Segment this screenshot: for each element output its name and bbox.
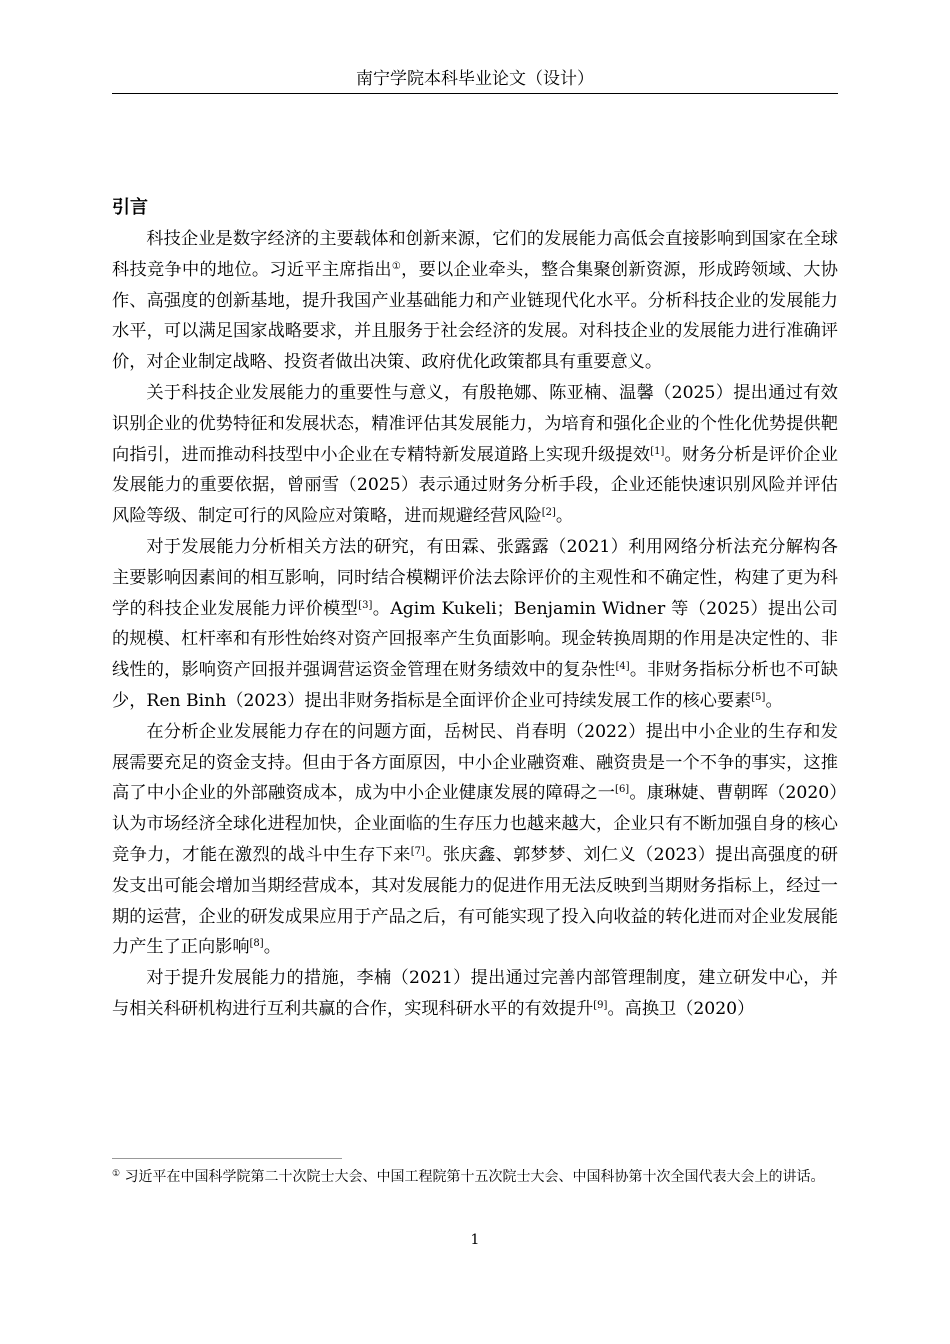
paragraph-text: ，要以企业牵头，整合集聚创新资源，形成跨领域、大协作、高强度的创新基地，提升我国产业基础能力和产业链现代化水平。分析科技企业的发展能力水平，可以满足国家战略要求，并且服务于社会经济的发展。对科技企业的发展能力进行准确评价，对企业制定战略、投资者做出决策、政府优化政策都具有重要意义。 xyxy=(112,259,838,373)
paragraph-text: 关于科技企业发展能力的重要性与意义，有殷艳娜、陈亚楠、温馨（2025）提出通过有效识别企业的优势特征和发展状态，精准评估其发展能力，为培育和强化企业的个性化优势提供靶向指引，进而推动科技型中小企业在专精特新发展道路上实现升级提效 xyxy=(112,382,838,465)
footnote-rule xyxy=(112,1158,342,1159)
footnote-ref: ① xyxy=(391,260,402,272)
citation: [6] xyxy=(615,784,630,796)
citation: [5] xyxy=(751,691,766,703)
paragraph-text: 。非财务指标分析也不可缺少，Ren Binh（2023）提出非财务指标是全面评价企业可持续发展工作的核心要素 xyxy=(112,660,838,711)
citation: [1] xyxy=(650,445,665,457)
paragraph-text: 。高换卫（2020） xyxy=(607,998,755,1019)
paragraph-text: 在分析企业发展能力存在的问题方面，岳树民、肖春明（2022）提出中小企业的生存和发展需要充足的资金支持。但由于各方面原因，中小企业融资难、融资贵是一个不争的事实，这推高了中小企业的外部融资成本，成为中小企业健康发展的障碍之一 xyxy=(112,721,838,804)
paragraph-text: 对于提升发展能力的措施，李楠（2021）提出通过完善内部管理制度，建立研发中心，并与相关科研机构进行互利共赢的合作，实现科研水平的有效提升 xyxy=(112,968,838,1019)
paragraph-text: 对于发展能力分析相关方法的研究，有田霖、张露露（2021）利用网络分析法充分解构各主要影响因素间的相互影响，同时结合模糊评价法去除评价的主观性和不确定性，构建了更为科学的科技企业发展能力评价模型 xyxy=(112,536,838,619)
paragraph xyxy=(112,378,838,532)
paragraph-text: 。康琳婕、曹朝晖（2020）认为市场经济全球化进程加快，企业面临的生存压力也越来越大，企业只有不断加强自身的核心竞争力，才能在激烈的战斗中生存下来 xyxy=(112,783,838,865)
paragraph xyxy=(112,717,838,963)
citation: [4] xyxy=(615,661,630,673)
header-rule xyxy=(112,93,838,94)
citation: [7] xyxy=(410,845,425,857)
paragraph-text: 。张庆鑫、郭梦梦、刘仁义（2023）提出高强度的研发支出可能会增加当期经营成本，其对发展能力的促进作用无法反映到当期财务指标上，经过一期的运营，企业的研发成果应用于产品之后，有可能实现了投入向收益的转化进而对企业发展能力产生了正向影响 xyxy=(112,844,838,958)
citation: [2] xyxy=(541,507,556,519)
page-header: 南宁学院本科毕业论文（设计） xyxy=(356,69,594,89)
page-number: 1 xyxy=(470,1232,480,1248)
section-title: 引言 xyxy=(112,197,148,218)
paragraph xyxy=(112,224,838,378)
paragraph-text: 。 xyxy=(765,690,783,711)
footnote-text: 习近平在中国科学院第二十次院士大会、中国工程院第十五次院士大会、中国科协第十次全国代表大会上的讲话。 xyxy=(120,1169,825,1185)
citation: [9] xyxy=(593,999,608,1011)
paragraph-text: 科技企业是数字经济的主要载体和创新来源，它们的发展能力高低会直接影响到国家在全球科技竞争中的地位。习近平主席指出 xyxy=(112,229,838,280)
paragraph xyxy=(112,963,838,1025)
paragraph-text: 。财务分析是评价企业发展能力的重要依据，曾丽雪（2025）表示通过财务分析手段，企业还能快速识别风险并评估风险等级、制定可行的风险应对策略，进而规避经营风险 xyxy=(112,444,838,527)
paragraph xyxy=(112,532,838,717)
footnote-marker: ① xyxy=(112,1169,121,1179)
citation: [3] xyxy=(358,599,373,611)
citation: [8] xyxy=(249,938,264,950)
paragraph-text: 。 xyxy=(555,506,574,527)
paragraph-text: 。Agim Kukeli；Benjamin Widner 等（2025）提出公司的规模、杠杆率和有形性始终对资产回报率产生负面影响。现金转换周期的作用是决定性的、非线性的，影响资产回报并强调营运资金管理在财务绩效中的复杂性 xyxy=(112,598,838,681)
footnote xyxy=(112,1167,838,1188)
paragraph-text: 。 xyxy=(263,937,281,958)
body-text xyxy=(112,224,838,1025)
